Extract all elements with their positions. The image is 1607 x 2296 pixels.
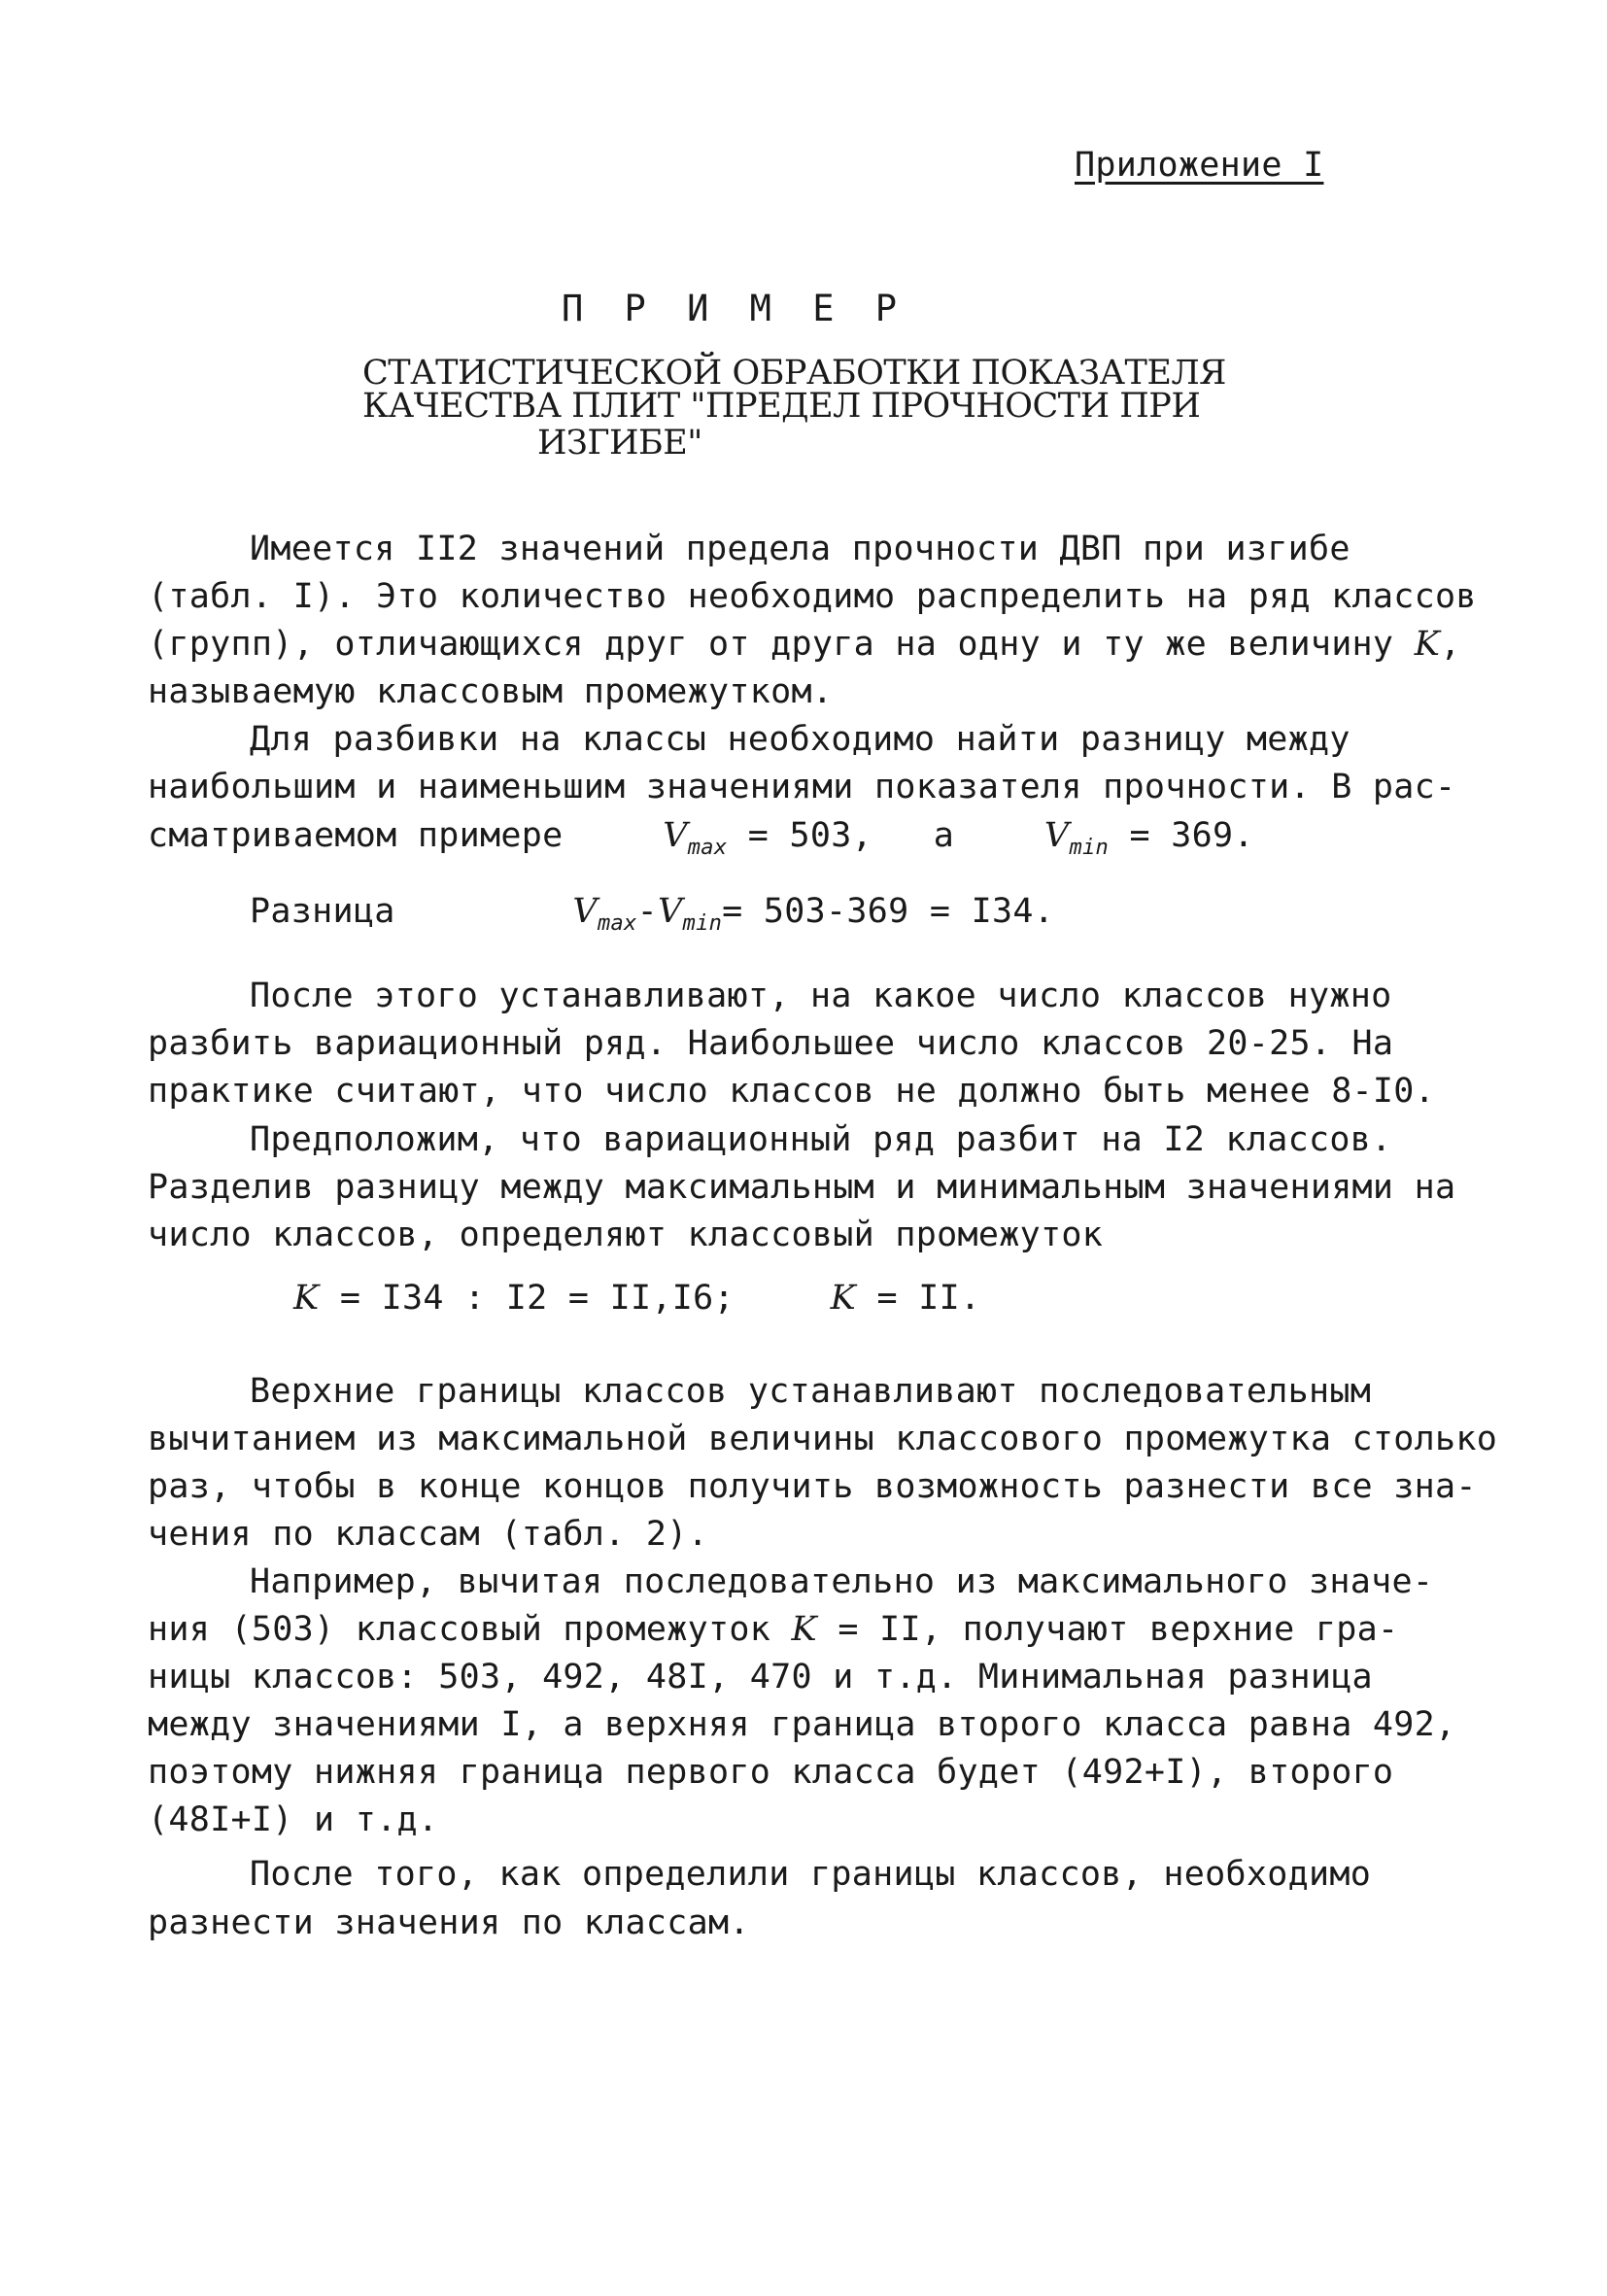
paragraph-line: (48I+I) и т.д.: [148, 1800, 439, 1839]
paragraph-line: (табл. I). Это количество необходимо распределить на ряд классов: [148, 577, 1477, 616]
paragraph-line: поэтому нижняя граница первого класса будет (492+I), второго: [148, 1753, 1394, 1792]
document-title: П Р И М Е Р: [562, 288, 907, 329]
vmax-equation: $V_{max} = 503$,: [663, 816, 873, 860]
paragraph-line: между значениями I, а верхняя граница второго класса равна 492,: [148, 1705, 1456, 1744]
paragraph-line: Разделив разницу между максимальным и минимальным значениями на: [148, 1168, 1456, 1207]
difference-equation: Разница $V_{max}-V_{min}= 503-369 = I34$.: [250, 892, 1055, 936]
paragraph-line: сматриваемом примере $V_{max} = 503$, а $V_{min} = 369$.: [148, 816, 1254, 860]
paragraph-line: После того, как определили границы классов, необходимо: [250, 1855, 1372, 1894]
paragraph-line: разбить вариационный ряд. Наибольшее число классов 20-25. На: [148, 1024, 1394, 1063]
paragraph-line: После этого устанавливают, на какое число классов нужно: [250, 977, 1392, 1015]
paragraph-line: разнести значения по классам.: [148, 1903, 750, 1942]
paragraph-line: Имеется II2 значений предела прочности ДВП при изгибе: [250, 530, 1351, 568]
paragraph-line: раз, чтобы в конце концов получить возможность разнести все зна-: [148, 1467, 1477, 1506]
paragraph-line: (групп), отличающихся друг от друга на одну и ту же величину K,: [148, 625, 1461, 664]
paragraph-line: Верхние границы классов устанавливают последовательным: [250, 1372, 1372, 1411]
subtitle-line-2: КАЧЕСТВА ПЛИТ "ПРЕДЕЛ ПРОЧНОСТИ ПРИ: [362, 387, 1201, 426]
paragraph-line: ницы классов: 503, 492, 48I, 470 и т.д. Минимальная разница: [148, 1658, 1373, 1696]
vmin-equation: $V_{min} = 369$.: [1043, 816, 1254, 860]
paragraph-line: Например, вычитая последовательно из максимального значе-: [250, 1562, 1434, 1601]
paragraph-line: вычитанием из максимальной величины классового промежутка столько: [148, 1420, 1498, 1458]
k-symbol: K: [791, 1610, 817, 1649]
class-interval-equation: K = I34 : I2 = II,I6; K = II.: [293, 1279, 981, 1318]
paragraph-line: наибольшим и наименьшим значениями показателя прочности. В рас-: [148, 768, 1456, 806]
paragraph-line: практике считают, что число классов не должно быть менее 8-I0.: [148, 1072, 1436, 1111]
paragraph-line: называемую классовым промежутком.: [148, 672, 834, 711]
k-symbol: K: [1414, 625, 1441, 664]
paragraph-line: чения по классам (табл. 2).: [148, 1515, 709, 1554]
paragraph-line: ния (503) классовый промежуток K = II, получают верхние гра-: [148, 1610, 1399, 1649]
subtitle-line-1: СТАТИСТИЧЕСКОЙ ОБРАБОТКИ ПОКАЗАТЕЛЯ: [362, 354, 1226, 393]
paragraph-line: Предположим, что вариационный ряд разбит на I2 классов.: [250, 1120, 1392, 1159]
paragraph-line: Для разбивки на классы необходимо найти разницу между: [250, 720, 1351, 759]
appendix-label: Приложение I: [1075, 146, 1324, 185]
subtitle-line-3: ИЗГИБЕ": [537, 424, 702, 463]
paragraph-line: число классов, определяют классовый промежуток: [148, 1216, 1104, 1254]
